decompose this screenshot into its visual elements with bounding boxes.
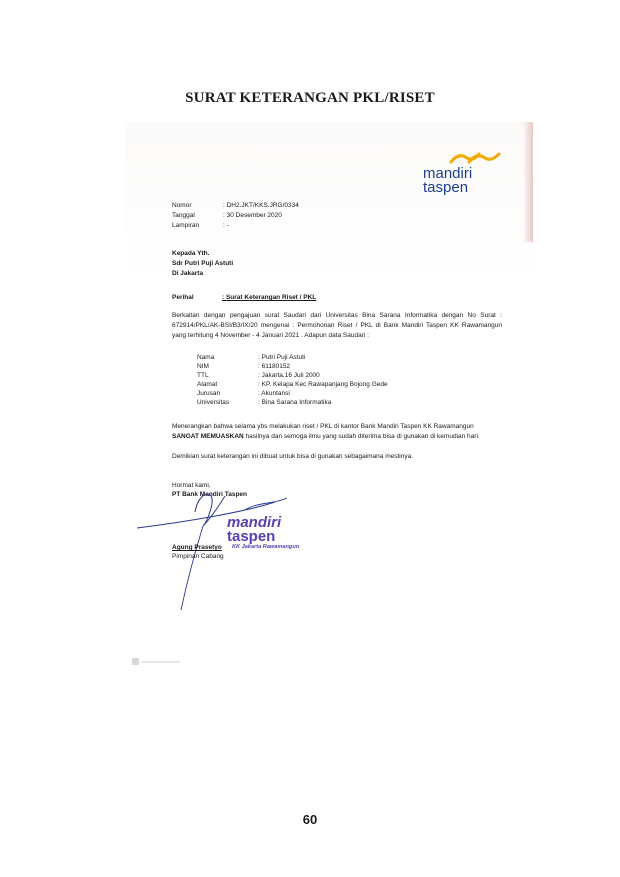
lampiran-value: : - (223, 222, 229, 229)
signer-title: Pimpinan Cabang (172, 553, 224, 560)
student-label: NIM (197, 363, 209, 370)
perihal-label: Perihal (172, 294, 194, 301)
student-label: Jurusan (197, 390, 221, 397)
logo-text-taspen: taspen (423, 179, 469, 196)
nomor-label: Nomor (172, 202, 192, 209)
mandiri-taspen-logo (423, 148, 503, 198)
tanggal-label: Tanggal (172, 212, 195, 219)
recipient-line-1: Kepada Yth. (172, 250, 210, 257)
student-label: TTL (197, 372, 209, 379)
student-value: : Jakarta,16 Juli 2000 (258, 372, 320, 379)
perihal-value: : Surat Keterangan Riset / PKL (222, 294, 317, 301)
statement-text-1: Menerangkan bahwa selama ybs melakukan riset / PKL di kantor Bank Mandiri Taspen KK Rawamangun (172, 423, 474, 430)
student-label: Nama (197, 354, 215, 361)
student-value: : Akuntansi (258, 390, 290, 397)
recipient-line-3: Di Jakarta (172, 270, 204, 277)
letter-scan (125, 122, 533, 670)
stamp-text-mandiri: mandiri (227, 514, 282, 531)
student-label: Alamat (197, 381, 218, 388)
recipient-line-2: Sdr Putri Puji Astuti (172, 260, 234, 267)
logo-text-mandiri: mandiri (423, 165, 473, 182)
tanggal-value: : 30 Desember 2020 (223, 212, 282, 219)
statement-text-2: hasilnya dan semoga ilmu yang sudah diterima bisa di gunakan di kemudian hari. (243, 433, 480, 441)
student-label: Universitas (197, 399, 230, 406)
statement-emphasis: SANGAT MEMUASKAN (172, 433, 244, 441)
statement-paragraph (172, 422, 502, 442)
regards-text: Hormat kami, (172, 482, 211, 489)
company-name: PT Bank Mandiri Taspen (172, 491, 248, 498)
lampiran-label: Lampiran (172, 222, 200, 229)
stamp-text-taspen: taspen (227, 528, 276, 545)
logo-waves-icon (449, 148, 503, 166)
student-value: : 61180152 (258, 363, 291, 370)
student-value: : Putri Puji Astuti (258, 354, 306, 361)
nomor-value: : DH2.JKT/KKS.JRG/0334 (223, 202, 299, 209)
student-value: : Bina Sarana Informatika (258, 399, 332, 406)
intro-paragraph: Berkaitan dengan pengajuan surat Saudari dari Universitas Bina Sarana Informatika dengan No Surat : 672914/PKL/AK-BSI/B3/IX/20 mengenai : Permohonan Riset / PKL di Bank Mandiri Taspen KK Rawamangun yang terhitung 4 November - 4 Januari 2021 . Adapun data Saudari : (172, 312, 502, 340)
student-value: : KP. Kelapa Kec Rawapanjang Bojong Gede (258, 381, 388, 388)
page-number: 60 (302, 812, 318, 827)
scanner-watermark-icon (132, 658, 182, 666)
page-heading: SURAT KETERANGAN PKL/RISET (185, 90, 435, 106)
scan-edge-shade (523, 122, 533, 242)
stamp-branch-text: KK Jakarta Rawamangun (232, 544, 300, 550)
signer-name: Agung Prasetyo (172, 544, 222, 551)
closing-sentence: Demikian surat keterangan ini dibuat untuk bisa di gunakan sebagaimana mestinya. (172, 453, 414, 460)
